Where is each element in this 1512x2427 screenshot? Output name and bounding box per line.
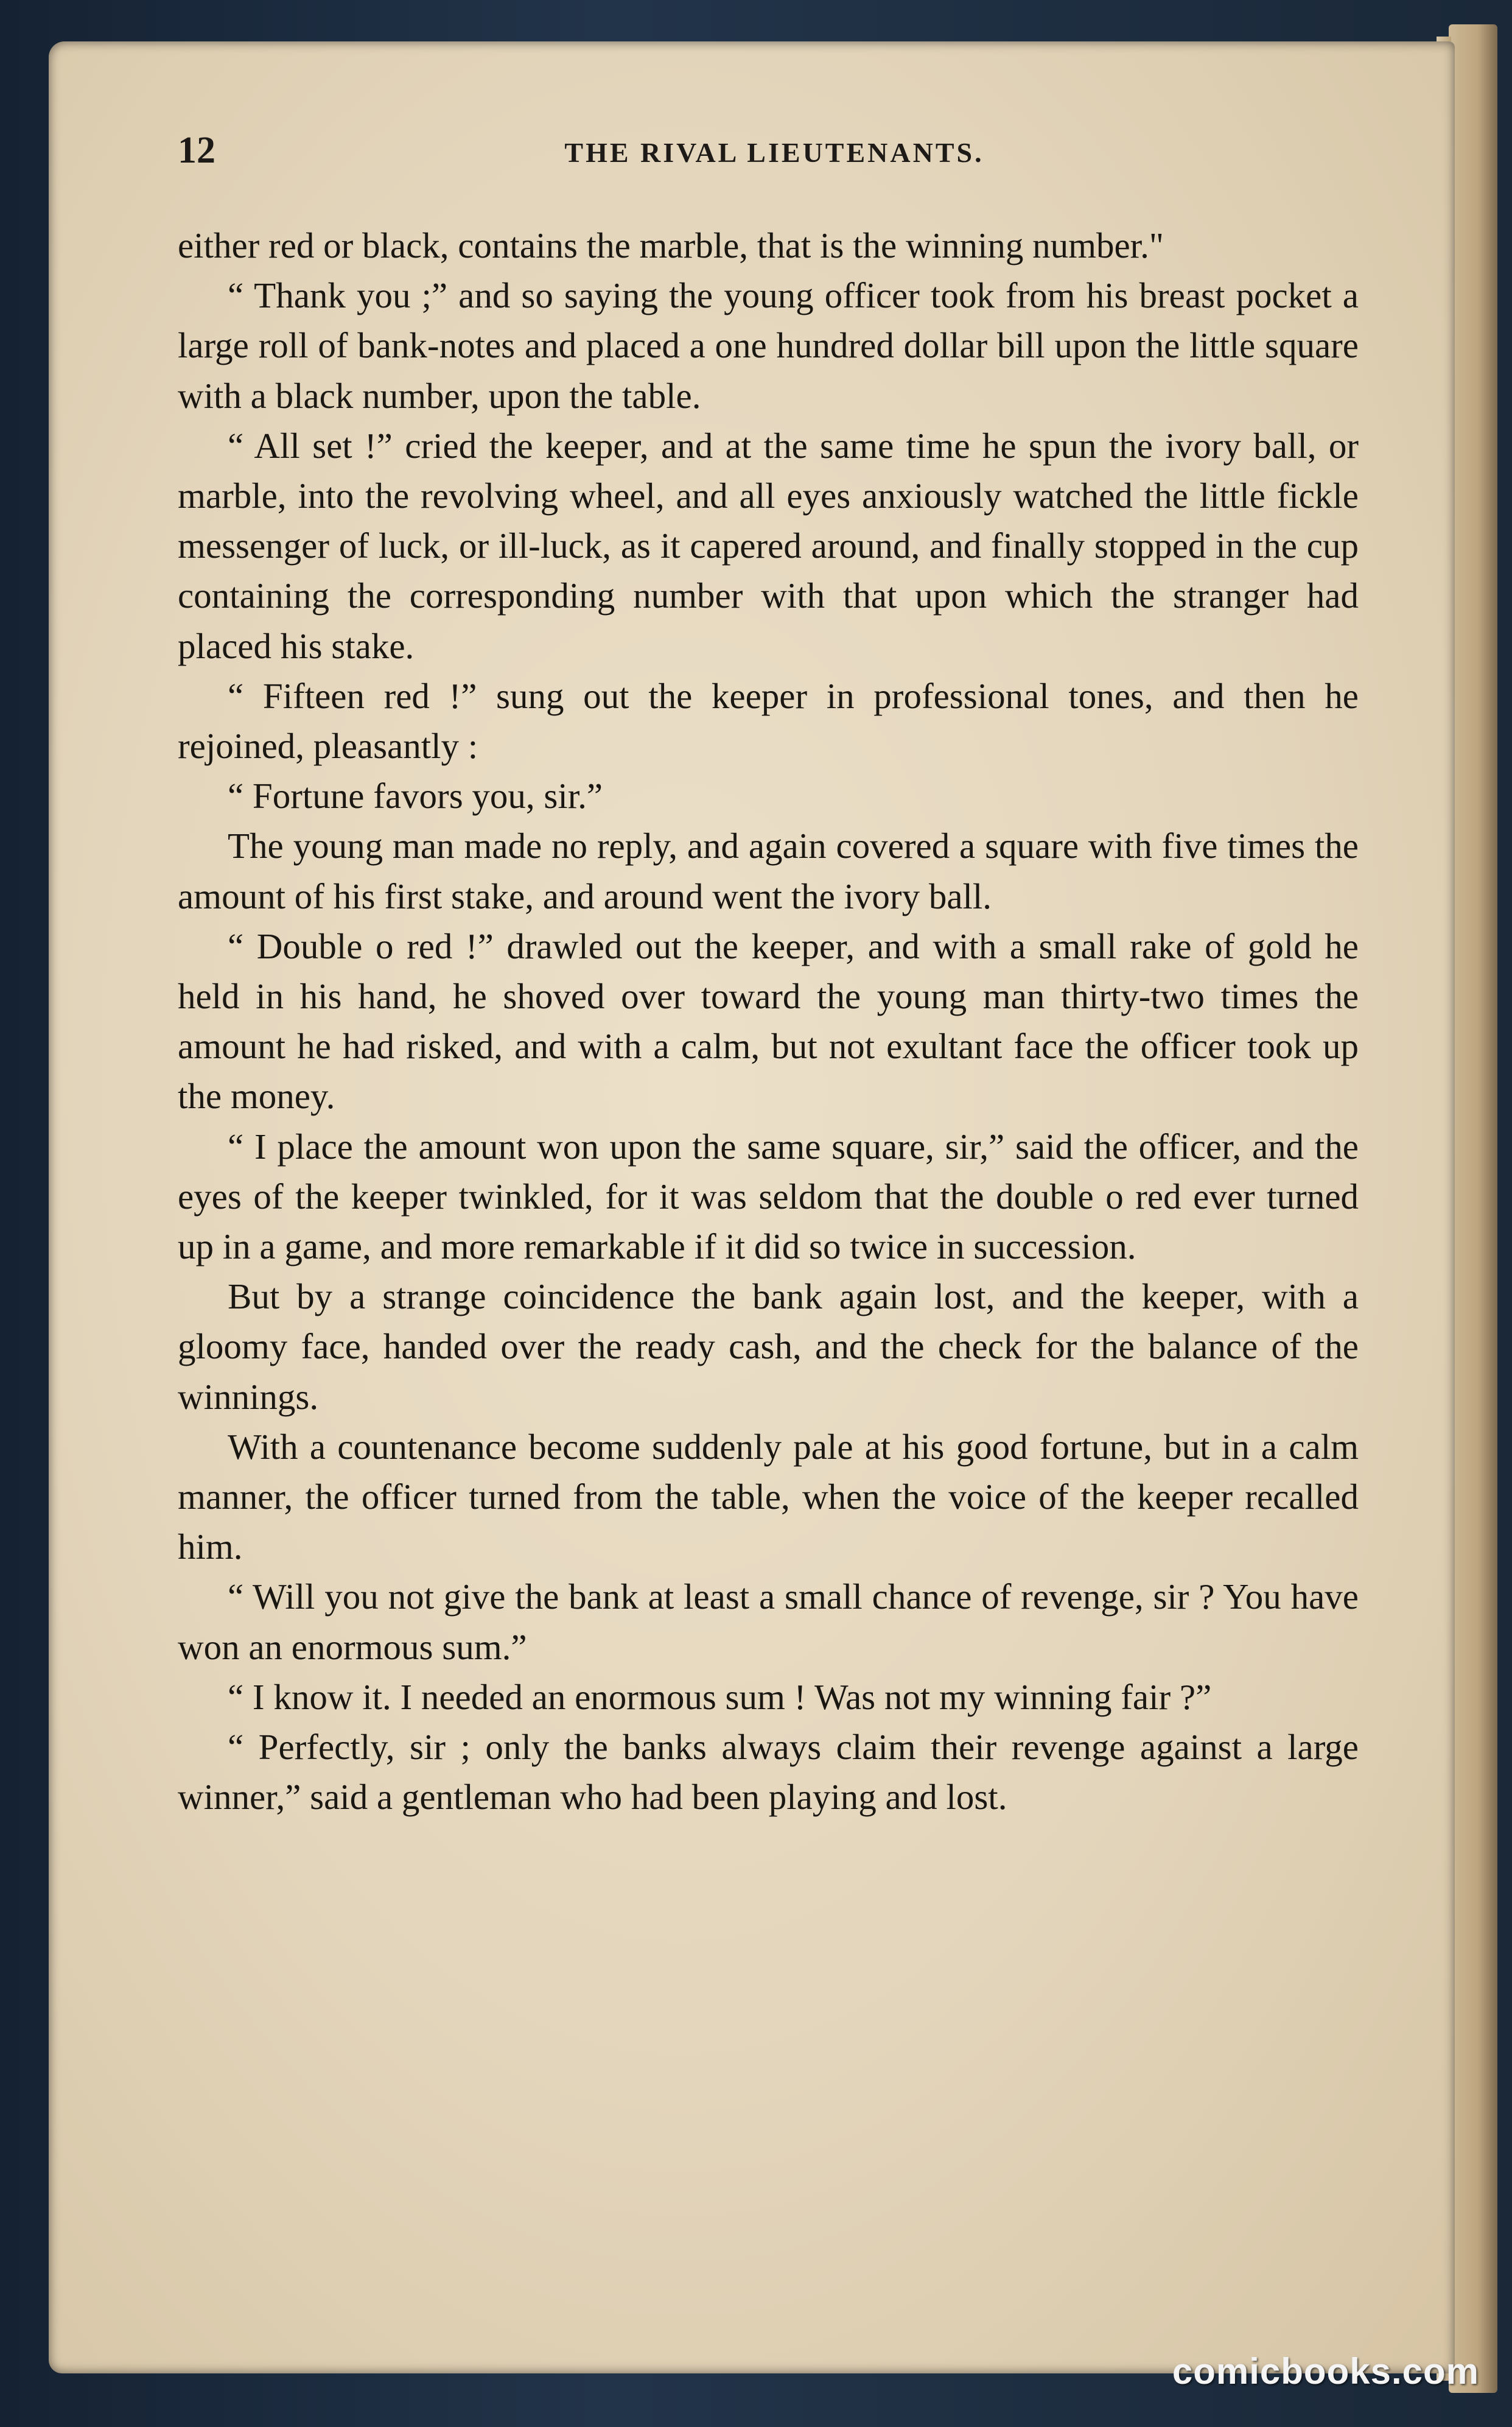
- paragraph: “ I know it. I needed an enormous sum ! Was not my winning fair ?”: [228, 1676, 1212, 1717]
- book-spine: [1449, 24, 1497, 2393]
- paragraph: “ Fortune favors you, sir.”: [228, 776, 603, 817]
- paragraph: either red or black, contains the marble, that is the winning number.": [178, 225, 1164, 265]
- running-title: THE RIVAL LIEUTENANTS.: [564, 137, 984, 168]
- paragraph: “ Will you not give the bank at least a small chance of revenge, sir ? You have won an enormous sum.”: [178, 1576, 1359, 1667]
- paragraph: The young man made no reply, and again covered a square with five times the amount of his first stake, and around went the ivory ball.: [178, 826, 1359, 916]
- paragraph: But by a strange coincidence the bank again lost, and the keeper, with a gloomy face, handed over the ready cash, and the check for the balance of the winnings.: [178, 1276, 1359, 1417]
- paragraph: “ All set !” cried the keeper, and at the same time he spun the ivory ball, or marble, into the revolving wheel, and all eyes anxiously watched the little fickle messenger of luck, or ill-luck, as it capered around, and finally stopped in the cup containing the corresponding number with that upon which the stranger had placed his stake.: [178, 425, 1359, 666]
- page-number: 12: [178, 130, 215, 171]
- paragraph: “ Perfectly, sir ; only the banks always claim their revenge against a large winner,” said a gentleman who had been playing and lost.: [178, 1727, 1359, 1818]
- paragraph: “ I place the amount won upon the same square, sir,” said the officer, and the eyes of the keeper twinkled, for it was seldom that the double o red ever turned up in a game, and more remarkable if it did so twice in succession.: [178, 1126, 1359, 1267]
- paragraph: With a countenance become suddenly pale at his good fortune, but in a calm manner, the officer turned from the table, when the voice of the keeper recalled him.: [178, 1426, 1359, 1567]
- body-text: [178, 220, 1359, 1822]
- paragraph: “ Fifteen red !” sung out the keeper in professional tones, and then he rejoined, pleasantly :: [178, 675, 1359, 767]
- page-header: [178, 129, 1371, 178]
- paragraph: “ Thank you ;” and so saying the young officer took from his breast pocket a large roll of bank-notes and placed a one hundred dollar bill upon the little square with a black number, upon the table.: [178, 275, 1359, 416]
- paragraph: “ Double o red !” drawled out the keeper, and with a small rake of gold he held in his hand, he shoved over toward the young man thirty-two times the amount he had risked, and with a calm, but not exultant face the officer took up the money.: [178, 925, 1359, 1117]
- watermark: comicbooks.com: [1172, 2351, 1479, 2392]
